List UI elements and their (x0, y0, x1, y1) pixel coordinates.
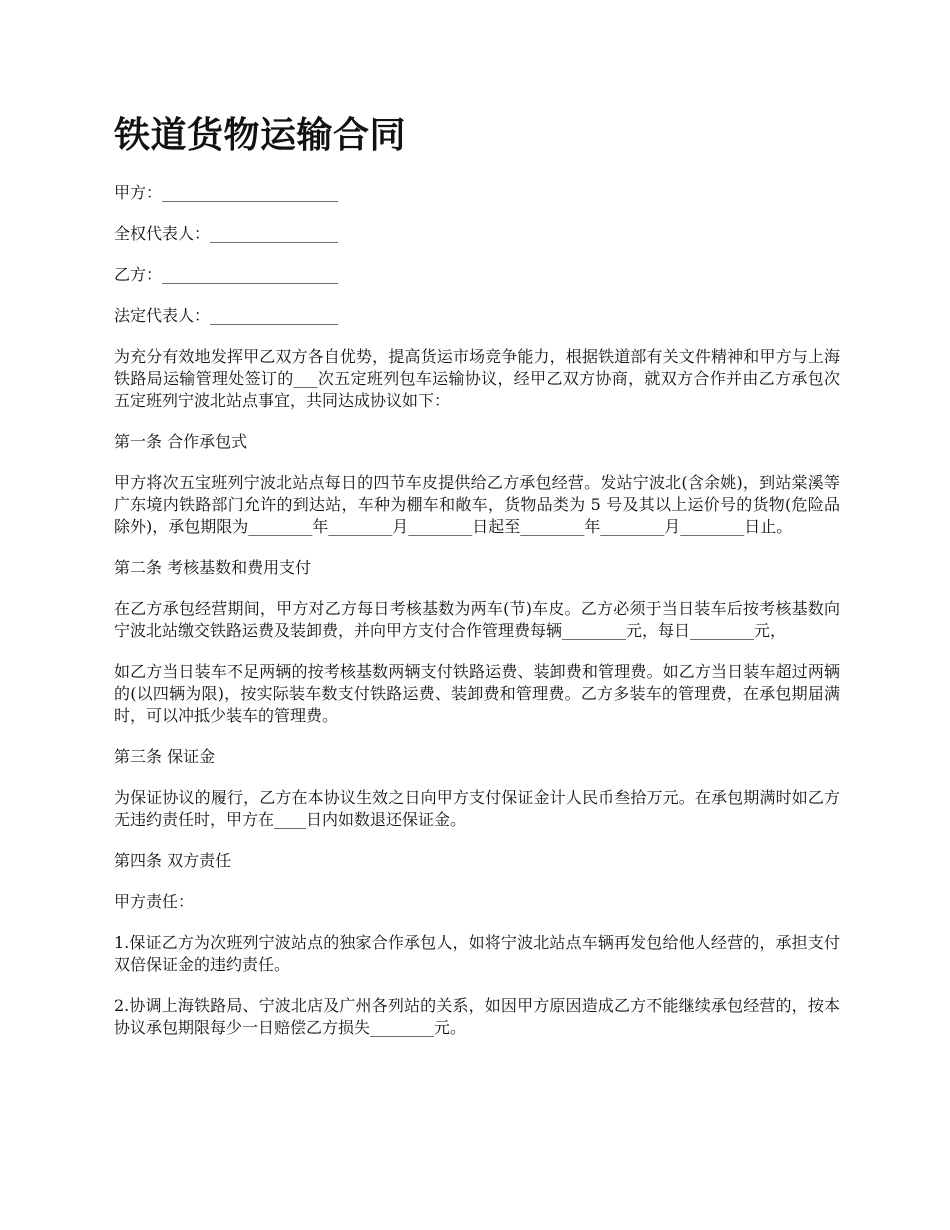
legal-representative-field: 法定代表人：________________ (114, 306, 339, 325)
responsibility-item-1: 1.保证乙方为次班列宁波站点的独家合作承包人，如将宁波北站点车辆再发包给他人经营的，承担支付双倍保证金的违约责任。 (114, 933, 840, 974)
article-2-body-2: 如乙方当日装车不足两辆的按考核基数两辆支付铁路运费、装卸费和管理费。如乙方当日装车超过两辆的(以四辆为限)，按实际装车数支付铁路运费、装卸费和管理费。乙方多装车的管理费，在承包期届满时，可以冲抵少装车的管理费。 (114, 662, 840, 725)
article-2-body-1: 在乙方承包经营期间，甲方对乙方每日考核基数为两车(节)车皮。乙方必须于当日装车后按考核基数向宁波北站缴交铁路运费及装卸费，并向甲方支付合作管理费每辆________元，每日________元， (114, 599, 840, 640)
article-3-body: 为保证协议的履行，乙方在本协议生效之日向甲方支付保证金计人民币叁拾万元。在承包期满时如乙方无违约责任时，甲方在____日内如数退还保证金。 (114, 788, 840, 829)
article-1-body: 甲方将次五宝班列宁波北站点每日的四节车皮提供给乙方承包经营。发站宁波北(含余姚)，到站棠溪等广东境内铁路部门允许的到达站，车种为棚车和敞车，货物品类为 5 号及其以上运价号的货物(危险品除外)，承包期限为________年________月________日起至________年________月________日止。 (114, 473, 840, 536)
preamble-paragraph: 为充分有效地发挥甲乙双方各自优势，提高货运市场竞争能力，根据铁道部有关文件精神和甲方与上海铁路局运输管理处签订的___次五定班列包车运输协议，经甲乙双方协商，就双方合作并由乙方承包次五定班列宁波北站点事宜，共同达成协议如下： (114, 347, 840, 410)
article-1-heading: 第一条 合作承包式 (114, 432, 248, 451)
article-2-heading: 第二条 考核基数和费用支付 (114, 558, 312, 577)
responsibility-item-2: 2.协调上海铁路局、宁波北店及广州各列站的关系，如因甲方原因造成乙方不能继续承包经营的，按本协议承包期限每少一日赔偿乙方损失________元。 (114, 996, 840, 1037)
article-3-heading: 第三条 保证金 (114, 747, 216, 766)
party-b-field: 乙方：______________________ (114, 265, 339, 284)
party-a-field: 甲方：______________________ (114, 183, 339, 202)
party-a-responsibilities-label: 甲方责任： (114, 892, 195, 911)
authorized-representative-field: 全权代表人：________________ (114, 224, 339, 243)
contract-document (114, 112, 840, 1058)
document-title: 铁道货物运输合同 (114, 115, 407, 156)
article-4-heading: 第四条 双方责任 (114, 851, 232, 870)
